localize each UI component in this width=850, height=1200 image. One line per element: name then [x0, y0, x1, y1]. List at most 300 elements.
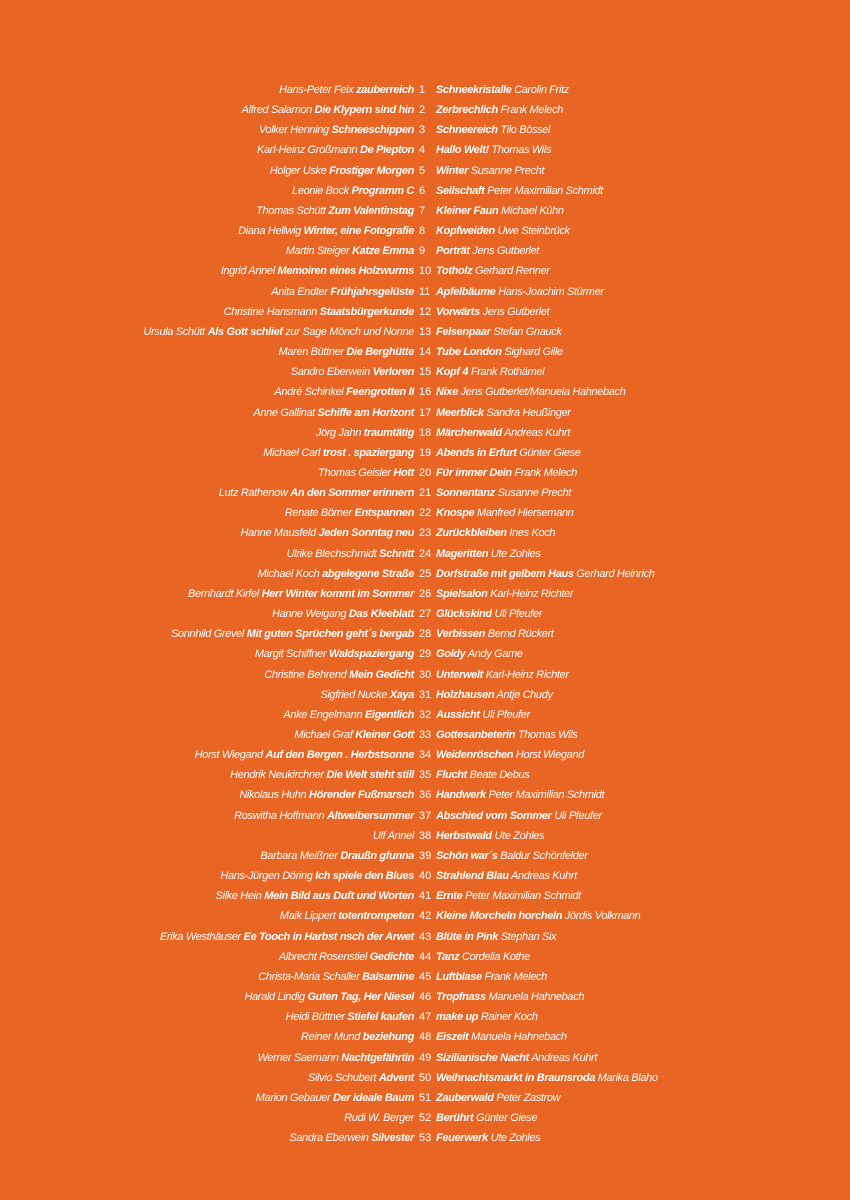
right-author: Thomas Wils	[491, 144, 552, 157]
toc-entry	[0, 1029, 850, 1049]
page-number: 31	[419, 688, 432, 701]
left-title: De Piepton	[360, 144, 414, 157]
left-author: Thomas Geisler	[317, 466, 391, 479]
toc-entry	[0, 223, 850, 243]
left-title: abgelegene Straße	[322, 567, 414, 580]
toc-entry	[0, 808, 850, 828]
left-author: Marion Gebauer	[255, 1091, 331, 1104]
left-title: Mein Gedicht	[349, 668, 414, 681]
toc-entry	[0, 727, 850, 747]
left-entry	[287, 546, 414, 562]
right-author: Ute Zohles	[490, 1132, 541, 1145]
left-title: beziehung	[362, 1031, 414, 1044]
left-author: Christine Behrend	[264, 668, 347, 681]
page-number: 5	[419, 164, 426, 177]
right-entry	[436, 324, 562, 340]
right-author: Antje Chudy	[496, 688, 553, 701]
left-title: Auf den Bergen . Herbstsonne	[265, 749, 414, 762]
toc-entry	[0, 163, 850, 183]
toc-entry	[0, 122, 850, 142]
page-number: 3	[419, 124, 426, 137]
page-number: 47	[419, 1011, 432, 1024]
right-author: Thomas Wils	[517, 729, 578, 741]
right-author: Günter Giese	[476, 1111, 538, 1124]
page-number: 23	[419, 527, 432, 540]
right-entry	[436, 908, 640, 924]
left-entry	[260, 848, 414, 864]
left-entry	[220, 868, 414, 884]
toc-entry	[0, 344, 850, 364]
right-author: Ute Zohles	[494, 829, 545, 842]
right-title: Goldy	[436, 648, 466, 661]
page-number: 12	[419, 305, 432, 318]
left-entry	[279, 82, 414, 98]
toc-entry	[0, 485, 850, 505]
right-author: Frank Melech	[500, 104, 563, 117]
right-entry	[436, 646, 523, 662]
right-title: Totholz	[436, 265, 473, 278]
left-entry	[242, 102, 414, 118]
table-of-contents	[0, 82, 850, 1150]
page-number: 21	[419, 487, 432, 500]
left-author: Roswitha Hoffmann	[234, 809, 325, 822]
right-entry	[436, 808, 602, 824]
toc-entry	[0, 82, 850, 102]
right-entry	[436, 586, 573, 602]
left-title: Katze Emma	[352, 245, 414, 258]
left-entry	[279, 344, 414, 360]
toc-entry	[0, 304, 850, 324]
left-author: Werner Saemann	[257, 1051, 339, 1064]
left-title: trost . spaziergang	[322, 446, 414, 459]
left-author: Ulrike Blechschmidt	[286, 547, 377, 560]
right-author: Sandra Heußinger	[486, 406, 571, 419]
right-author: Hans-Joachim Stürmer	[498, 285, 604, 298]
left-entry	[143, 324, 414, 340]
page-number: 17	[419, 406, 432, 419]
right-author: Sighard Gille	[504, 346, 563, 359]
right-title: Aussicht	[436, 708, 480, 721]
toc-entry	[0, 949, 850, 969]
left-title: Mein Bild aus Duft und Worten	[264, 890, 414, 903]
right-author: Ines Koch	[509, 527, 556, 540]
left-title: Advent	[378, 1071, 414, 1084]
right-title: make up	[436, 1011, 479, 1024]
right-author: Andreas Kuhrt	[531, 1051, 598, 1064]
left-author: Sandro Eberwein	[290, 366, 370, 379]
left-title: Altweibersummer	[326, 809, 414, 822]
right-entry	[436, 1009, 538, 1025]
left-entry	[264, 667, 414, 683]
toc-entry	[0, 1009, 850, 1029]
left-entry	[320, 687, 414, 703]
right-author: Manuela Hahnebach	[488, 991, 585, 1004]
toc-entry	[0, 364, 850, 384]
left-title: Die Welt steht still	[326, 769, 414, 782]
right-author: Michael Kühn	[501, 204, 564, 217]
right-title: Meerblick	[436, 406, 484, 419]
page-number: 40	[419, 870, 432, 883]
left-entry	[221, 263, 414, 279]
page-number: 48	[419, 1031, 432, 1044]
toc-entry	[0, 284, 850, 304]
toc-entry	[0, 626, 850, 646]
left-entry	[253, 405, 414, 421]
left-author: Silke Hein	[215, 890, 262, 903]
left-author: Albrecht Rosenstiel	[278, 950, 367, 963]
right-title: Kleiner Faun	[436, 204, 499, 217]
toc-entry	[0, 1090, 850, 1110]
left-author: Karl-Heinz Großmann	[257, 144, 358, 157]
page-number: 39	[419, 849, 432, 862]
left-title: Mit guten Sprüchen geht´s bergab	[246, 628, 414, 641]
left-author: Volker Henning	[258, 124, 329, 137]
right-entry	[436, 223, 570, 239]
right-author: Peter Maximilian Schmidt	[465, 890, 581, 903]
left-author: Anne Gallinat	[253, 406, 315, 419]
right-author: Horst Wiegand	[515, 749, 584, 762]
left-title: Zum Valentinstag	[328, 204, 414, 217]
toc-entry	[0, 102, 850, 122]
right-author: Frank Rothämel	[470, 366, 545, 379]
left-author: Hans-Peter Feix	[279, 84, 354, 96]
left-title: Nachtgefährtin	[341, 1051, 414, 1064]
left-title: Silvester	[371, 1132, 414, 1145]
left-author: Erika Westhäuser	[159, 930, 241, 943]
right-author: Stefan Gnauck	[493, 325, 562, 338]
right-title: Hallo Welt!	[436, 144, 489, 157]
toc-entry	[0, 908, 850, 928]
right-author: Karl-Heinz Richter	[485, 668, 569, 681]
toc-entry	[0, 687, 850, 707]
right-title: Zerbrechlich	[436, 104, 498, 117]
left-entry	[259, 122, 414, 138]
right-title: Flucht	[436, 769, 467, 782]
left-entry	[373, 828, 414, 844]
toc-entry	[0, 445, 850, 465]
left-title: Jeden Sonntag neu	[318, 527, 414, 540]
page-number: 30	[419, 668, 432, 681]
page-number: 9	[419, 245, 426, 258]
left-title: Winter, eine Fotografie	[303, 225, 414, 238]
page-number: 13	[419, 325, 432, 338]
toc-entry	[0, 787, 850, 807]
left-entry	[301, 1029, 414, 1045]
left-author: Anita Endter	[271, 285, 328, 298]
right-title: Felsenpaar	[436, 325, 491, 338]
left-author: Leonie Bock	[292, 184, 349, 197]
left-author: Barbara Meißner	[260, 849, 338, 862]
right-title: Schneereich	[436, 124, 498, 137]
left-entry	[188, 586, 414, 602]
left-title: Die Berghütte	[346, 346, 414, 359]
right-entry	[436, 364, 544, 380]
left-title: Programm C	[351, 184, 414, 197]
right-author: Günter Giese	[519, 446, 581, 459]
right-title: Knospe	[436, 507, 475, 520]
left-author: Reiner Mund	[300, 1031, 361, 1044]
right-entry	[436, 263, 550, 279]
left-title: Als Gott schlief	[207, 325, 283, 338]
right-author: Carolin Fritz	[514, 84, 569, 96]
left-entry	[160, 929, 414, 945]
right-author: Jens Gutberlet	[472, 245, 539, 258]
right-entry	[436, 566, 655, 582]
right-title: Sizilianische Nacht	[436, 1051, 529, 1064]
left-title: Frühjahrsgelüste	[330, 285, 414, 298]
page-number: 50	[419, 1071, 432, 1084]
right-title: Gottesanbeterin	[436, 729, 516, 741]
right-title: Tanz	[436, 950, 460, 963]
right-author: Stephan Six	[500, 930, 557, 943]
left-title: Die Klypern sind hin	[314, 104, 414, 117]
right-title: Kopfweiden	[436, 225, 495, 238]
toc-entry	[0, 525, 850, 545]
left-author: Hans-Jürgen Döring	[220, 870, 313, 883]
left-entry	[258, 969, 414, 985]
left-title: Stiefel kaufen	[347, 1011, 414, 1024]
right-author: Bernd Rückert	[487, 628, 554, 641]
left-title: Hott	[393, 466, 414, 479]
toc-entry	[0, 747, 850, 767]
left-entry	[291, 364, 414, 380]
right-title: Dorfstraße mit gelbem Haus	[436, 567, 574, 580]
right-title: Nixe	[436, 386, 458, 399]
page-number: 29	[419, 648, 432, 661]
page-number: 43	[419, 930, 432, 943]
right-author: Frank Melech	[514, 466, 577, 479]
right-title: Winter	[436, 164, 469, 177]
right-title: Apfelbäume	[436, 285, 496, 298]
toc-entry	[0, 384, 850, 404]
toc-entry	[0, 405, 850, 425]
right-author: Andreas Kuhrt	[504, 426, 570, 439]
right-title: Tube London	[436, 346, 502, 359]
left-title: Entspannen	[354, 507, 414, 520]
right-title: Weihnachtsmarkt in Braunsroda	[436, 1071, 595, 1084]
toc-entry	[0, 989, 850, 1009]
left-entry	[279, 949, 414, 965]
right-entry	[436, 142, 551, 158]
page-number: 33	[419, 729, 432, 741]
right-author: Karl-Heinz Richter	[490, 587, 574, 600]
left-entry	[294, 727, 414, 743]
left-entry	[308, 1070, 414, 1086]
toc-entry	[0, 566, 850, 586]
page-number: 22	[419, 507, 432, 520]
left-entry	[224, 304, 414, 320]
right-title: Porträt	[436, 245, 470, 258]
left-author: Martin Steiger	[285, 245, 350, 258]
right-author: Baldur Schönfelder	[500, 849, 588, 862]
toc-entry	[0, 203, 850, 223]
right-title: Blüte in Pink	[436, 930, 499, 943]
page-number: 44	[419, 950, 432, 963]
right-entry	[436, 929, 556, 945]
left-title: Schiffe am Horizont	[317, 406, 414, 419]
left-entry	[257, 142, 414, 158]
page-number: 28	[419, 628, 432, 641]
toc-entry	[0, 142, 850, 162]
left-title: Feengrotten II	[346, 386, 414, 399]
page-number: 19	[419, 446, 432, 459]
left-entry	[258, 566, 414, 582]
right-entry	[436, 667, 569, 683]
left-title: Memoiren eines Holzwurms	[277, 265, 414, 278]
right-entry	[436, 626, 554, 642]
right-entry	[436, 727, 577, 743]
right-author: Uli Pfeufer	[482, 708, 530, 721]
right-author: Ute Zohles	[490, 547, 541, 560]
right-entry	[436, 888, 581, 904]
right-author: Gerhard Renner	[474, 265, 550, 278]
left-entry	[292, 183, 414, 199]
right-title: Berührt	[436, 1111, 474, 1124]
right-entry	[436, 344, 563, 360]
toc-entry	[0, 183, 850, 203]
left-author: Nikolaus Huhn	[239, 789, 307, 802]
left-entry	[239, 787, 414, 803]
page-number: 42	[419, 910, 432, 923]
left-author: Holger Uske	[269, 164, 327, 177]
right-title: Verbissen	[436, 628, 486, 641]
right-title: Herbstwald	[436, 829, 492, 842]
toc-entry	[0, 1050, 850, 1070]
right-entry	[436, 1130, 540, 1146]
right-entry	[436, 848, 588, 864]
left-entry	[171, 626, 414, 642]
right-author: Jördis Volkmann	[564, 910, 641, 923]
right-title: Zauberwald	[436, 1091, 494, 1104]
toc-entry	[0, 425, 850, 445]
left-title: Draußn gfunna	[340, 849, 414, 862]
right-entry	[436, 1110, 537, 1126]
right-author: Cordelia Kothe	[461, 950, 530, 963]
right-title: Sonnentanz	[436, 487, 495, 500]
right-title: Tropfnass	[436, 991, 486, 1004]
right-entry	[436, 868, 577, 884]
left-title: totentrompeten	[338, 910, 414, 923]
toc-entry	[0, 324, 850, 344]
right-entry	[436, 1070, 658, 1086]
left-author: Lutz Rathenow	[218, 487, 288, 500]
page-number: 7	[419, 204, 426, 217]
right-title: Kleine Morcheln horcheln	[436, 910, 563, 923]
left-entry	[286, 1009, 414, 1025]
left-author: Heidi Büttner	[285, 1011, 345, 1024]
right-title: Märchenwald	[436, 426, 502, 439]
left-entry	[263, 445, 414, 461]
right-title: Unterwelt	[436, 668, 483, 681]
left-author: Ulf Annel	[372, 829, 414, 842]
left-title: Gedichte	[369, 950, 414, 963]
left-author: Sonnhild Grevel	[171, 628, 245, 641]
left-author: Margit Schiffner	[254, 648, 327, 661]
right-title: Spielsalon	[436, 587, 488, 600]
left-author: Michael Carl	[263, 446, 321, 459]
left-entry	[216, 888, 415, 904]
right-title: Vorwärts	[436, 305, 480, 318]
left-title: Balsamine	[362, 970, 414, 983]
right-entry	[436, 989, 584, 1005]
right-author: Marika Blaho	[597, 1071, 658, 1084]
page-number: 38	[419, 829, 432, 842]
right-entry	[436, 82, 569, 98]
right-entry	[436, 767, 529, 783]
right-author: Manfred Hiersemann	[476, 507, 574, 520]
right-author: Uwe Steinbrück	[497, 225, 570, 238]
right-entry	[436, 787, 604, 803]
left-author: Silvio Schubert	[307, 1071, 377, 1084]
page-number: 45	[419, 970, 432, 983]
left-author: Christine Hansmann	[223, 305, 317, 318]
right-entry	[436, 1090, 560, 1106]
right-author: Andreas Kuhrt	[511, 870, 577, 883]
left-entry	[241, 525, 414, 541]
left-title: Herr Winter kommt im Sommer	[261, 587, 414, 600]
page-number: 14	[419, 346, 432, 359]
left-title: Hörender Fußmarsch	[309, 789, 414, 802]
right-entry	[436, 163, 544, 179]
left-title: traumtätig	[363, 426, 414, 439]
right-entry	[436, 747, 584, 763]
right-title: Glückskind	[436, 608, 492, 621]
toc-entry	[0, 767, 850, 787]
toc-entry	[0, 586, 850, 606]
left-author: Diana Hellwig	[238, 225, 301, 238]
right-author: Susanne Precht	[497, 487, 571, 500]
left-author: Hanne Weigang	[272, 608, 347, 621]
left-title: Der ideale Baum	[333, 1091, 414, 1104]
page-number: 32	[419, 708, 432, 721]
left-author: Ingrid Annel	[220, 265, 275, 278]
left-entry	[274, 384, 414, 400]
right-title: Zurückbleiben	[436, 527, 507, 540]
right-author: Frank Melech	[484, 970, 547, 983]
left-title: Xaya	[389, 688, 414, 701]
left-author: Michael Graf	[294, 729, 353, 741]
left-entry	[316, 425, 414, 441]
toc-entry	[0, 646, 850, 666]
left-entry	[195, 747, 414, 763]
right-entry	[436, 284, 604, 300]
left-title: Ee Tooch in Harbst nsch der Arwet	[243, 930, 414, 943]
right-entry	[436, 606, 542, 622]
left-author: Michael Koch	[257, 567, 320, 580]
right-title: Seilschaft	[436, 184, 485, 197]
right-entry	[436, 1050, 597, 1066]
left-entry	[257, 1050, 414, 1066]
right-title: Holzhausen	[436, 688, 495, 701]
right-author: Susanne Precht	[470, 164, 545, 177]
right-title: Strahlend Blau	[436, 870, 509, 883]
page-number: 27	[419, 608, 432, 621]
left-author: Harald Lindig	[244, 991, 305, 1004]
left-entry	[271, 284, 414, 300]
left-entry	[289, 1130, 414, 1146]
right-entry	[436, 122, 550, 138]
left-entry	[230, 767, 414, 783]
toc-entry	[0, 828, 850, 848]
toc-entry	[0, 1070, 850, 1090]
right-title: Luftblase	[436, 970, 482, 983]
right-entry	[436, 949, 530, 965]
toc-entry	[0, 1110, 850, 1130]
right-author: Peter Zastrow	[496, 1091, 561, 1104]
right-title: Handwerk	[436, 789, 486, 802]
left-entry	[286, 243, 414, 259]
left-entry	[280, 908, 414, 924]
